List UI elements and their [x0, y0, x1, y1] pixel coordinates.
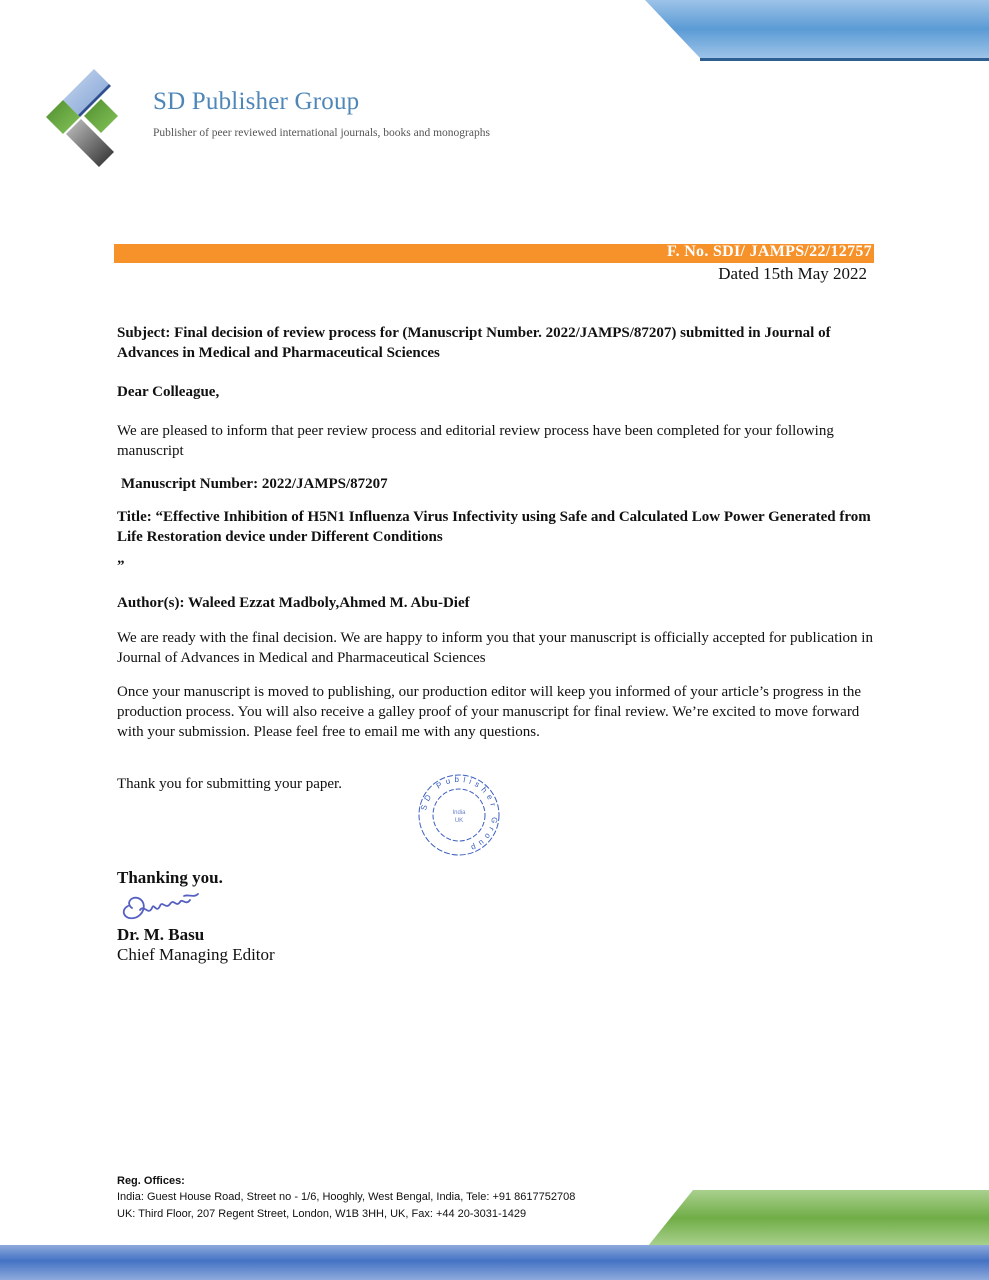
- signer-name: Dr. M. Basu: [117, 925, 205, 944]
- brand-name: SD Publisher Group: [153, 88, 360, 115]
- header-blue-banner: [645, 0, 989, 62]
- file-number: F. No. SDI/ JAMPS/22/12757: [666, 243, 872, 260]
- footer-green-banner: [648, 1190, 989, 1250]
- reference-bar: [114, 244, 874, 263]
- company-seal: [416, 772, 502, 858]
- intro-paragraph: We are pleased to inform that peer review process and editorial review process have been completed for your following manuscript: [117, 423, 834, 459]
- seal-center-line2: UK: [454, 818, 464, 824]
- thanks-line: Thank you for submitting your paper.: [117, 776, 342, 792]
- greeting: Dear Colleague,: [117, 384, 220, 400]
- seal-ring-text: SD Publisher Group: [419, 774, 500, 854]
- manuscript-number: Manuscript Number: 2022/JAMPS/87207: [121, 476, 388, 492]
- footer-uk-address: UK: Third Floor, 207 Regent Street, London, W1B 3HH, UK, Fax: +44 20-3031-1429: [117, 1208, 527, 1220]
- title-close-quote: ”: [117, 558, 125, 574]
- seal-center-line1: India: [452, 810, 466, 816]
- decision-paragraph: We are ready with the final decision. We are happy to inform you that your manuscript is officially accepted for publication in Journal of Advances in Medical and Pharmaceutical Sciences: [117, 630, 873, 666]
- footer-blue-band: [0, 1245, 989, 1280]
- authors: Author(s): Waleed Ezzat Madboly,Ahmed M. Abu-Dief: [117, 595, 470, 611]
- footer-india-address: India: Guest House Road, Street no - 1/6, Hooghly, West Bengal, India, Tele: +91 8617752708: [117, 1191, 576, 1203]
- signer-role: Chief Managing Editor: [117, 945, 275, 964]
- letter-date: Dated 15th May 2022: [718, 264, 867, 283]
- footer-heading: Reg. Offices:: [117, 1175, 185, 1187]
- company-logo: [42, 66, 142, 176]
- production-paragraph: Once your manuscript is moved to publishing, our production editor will keep you informed of your article’s progress in the production process. You will also receive a galley proof of your manuscript for final review. We’re excited to move forward with your submission. Please feel free to email me with any questions.: [117, 684, 862, 740]
- signature-image: [118, 888, 208, 924]
- subject-line: Subject: Final decision of review process for (Manuscript Number. 2022/JAMPS/87207) submitted in Journal of Advances in Medical and Pharmaceutical Sciences: [117, 325, 831, 361]
- brand-tagline: Publisher of peer reviewed international journals, books and monographs: [153, 127, 490, 139]
- manuscript-title: Title: “Effective Inhibition of H5N1 Influenza Virus Infectivity using Safe and Calculated Low Power Generated from Life Restoration device under Different Conditions: [117, 509, 871, 545]
- closing: Thanking you.: [117, 868, 223, 887]
